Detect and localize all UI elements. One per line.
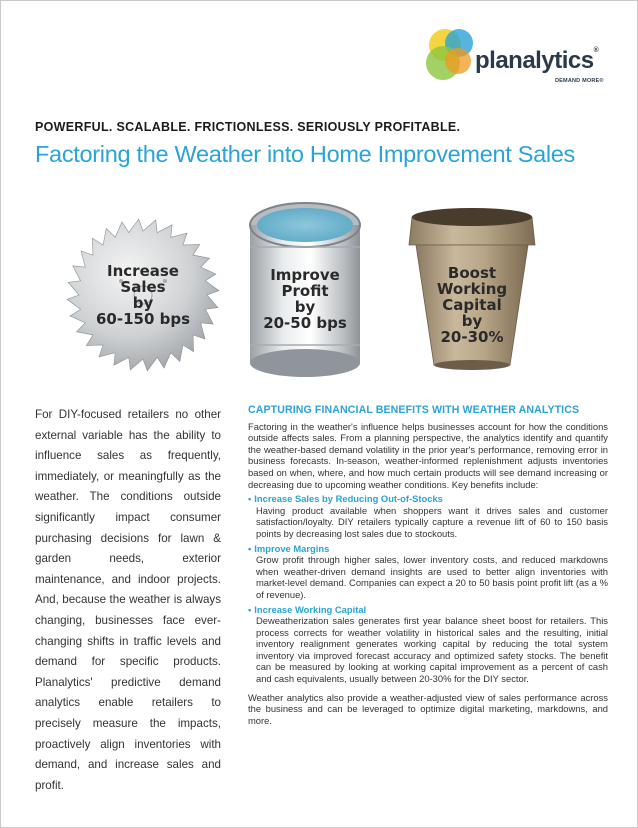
benefit-title: Increase Working Capital xyxy=(254,603,367,615)
closing-paragraph: Weather analytics also provide a weather-adjusted view of sales performance across the business and can be leveraged to optimize digital marketing, markdowns, and more. xyxy=(248,691,608,726)
logo-tagline: DEMAND MORE® xyxy=(555,78,604,84)
bullet-icon: • xyxy=(248,542,252,554)
visual-label-capital: Boost Working Capital by 20-30% xyxy=(436,264,508,346)
benefits-column xyxy=(248,405,608,736)
section-heading: CAPTURING FINANCIAL BENEFITS WITH WEATHER ANALYTICS xyxy=(248,404,580,416)
benefit-visuals xyxy=(0,185,638,385)
visual-label-profit: Improve Profit by 20-50 bps xyxy=(263,266,347,332)
benefit-item xyxy=(248,493,608,539)
bullet-icon: • xyxy=(248,603,252,615)
benefit-body: Deweatherization sales generates first year balance sheet boost for retailers. This process corrects for weather volatility in historical sales and the resulting, initial inventory realignment generates working capital by reducing the total system inventory via improved forecast accuracy and optimized safety stocks. The benefit can be measured by looking at working capital improvement as a percent of cash and cash equivalents, usually between 20-30% for the DIY sector. xyxy=(256,615,608,685)
intro-column: For DIY-focused retailers no other external variable has the ability to influence sales as frequently, immediately, or meaningfully as the weather. The conditions outside significantly impact consumer purchasing decisions for lawn & garden needs, exterior maintenance, and indoor projects. And, because the weather is always changing, businesses face ever-changing shifts in traffic levels and demand for specific products. Planalytics' predictive demand analytics enable retailers to precisely measure the impacts, proactively align inventories with demand, and increase sales and profit. xyxy=(35,408,221,792)
visual-label-sales: Increase Sales by 60-150 bps xyxy=(95,262,191,328)
benefit-item xyxy=(248,604,608,685)
tagline: POWERFUL. SCALABLE. FRICTIONLESS. SERIOUSLY PROFITABLE. xyxy=(35,120,461,134)
benefit-body: Grow profit through higher sales, lower inventory costs, and reduced markdowns when weather-driven demand insights are used to better align inventories with market-level demand. Companies can expect a 20 to 50 basis point profit lift (as a % of revenue). xyxy=(256,554,608,600)
benefit-body: Having product available when shoppers want it drives sales and customer satisfaction/loyalty. DIY retailers typically capture a revenue lift of 60 to 150 basis points by decreasing lost sales due to stockouts. xyxy=(256,504,608,539)
benefit-title: Increase Sales by Reducing Out-of-Stocks xyxy=(254,493,443,505)
planalytics-logo xyxy=(425,25,615,95)
logo-wordmark: planalytics® xyxy=(475,47,599,74)
bullet-icon: • xyxy=(248,493,252,505)
benefit-item xyxy=(248,543,608,601)
page-title: Factoring the Weather into Home Improvement Sales xyxy=(35,141,575,167)
section-intro: Factoring in the weather's influence helps businesses account for how the conditions outside affects sales. From a planning perspective, the analytics identify and quantify the weather-based demand volatility in the prior year's performance, removing error in business forecasts. In-season, weather-informed replenishment adjusts inventories based on when, where, and how much certain products will see demand increasing or decreasing due to upcoming weather conditions. Key benefits include: xyxy=(248,420,608,490)
benefit-title: Improve Margins xyxy=(254,542,330,554)
